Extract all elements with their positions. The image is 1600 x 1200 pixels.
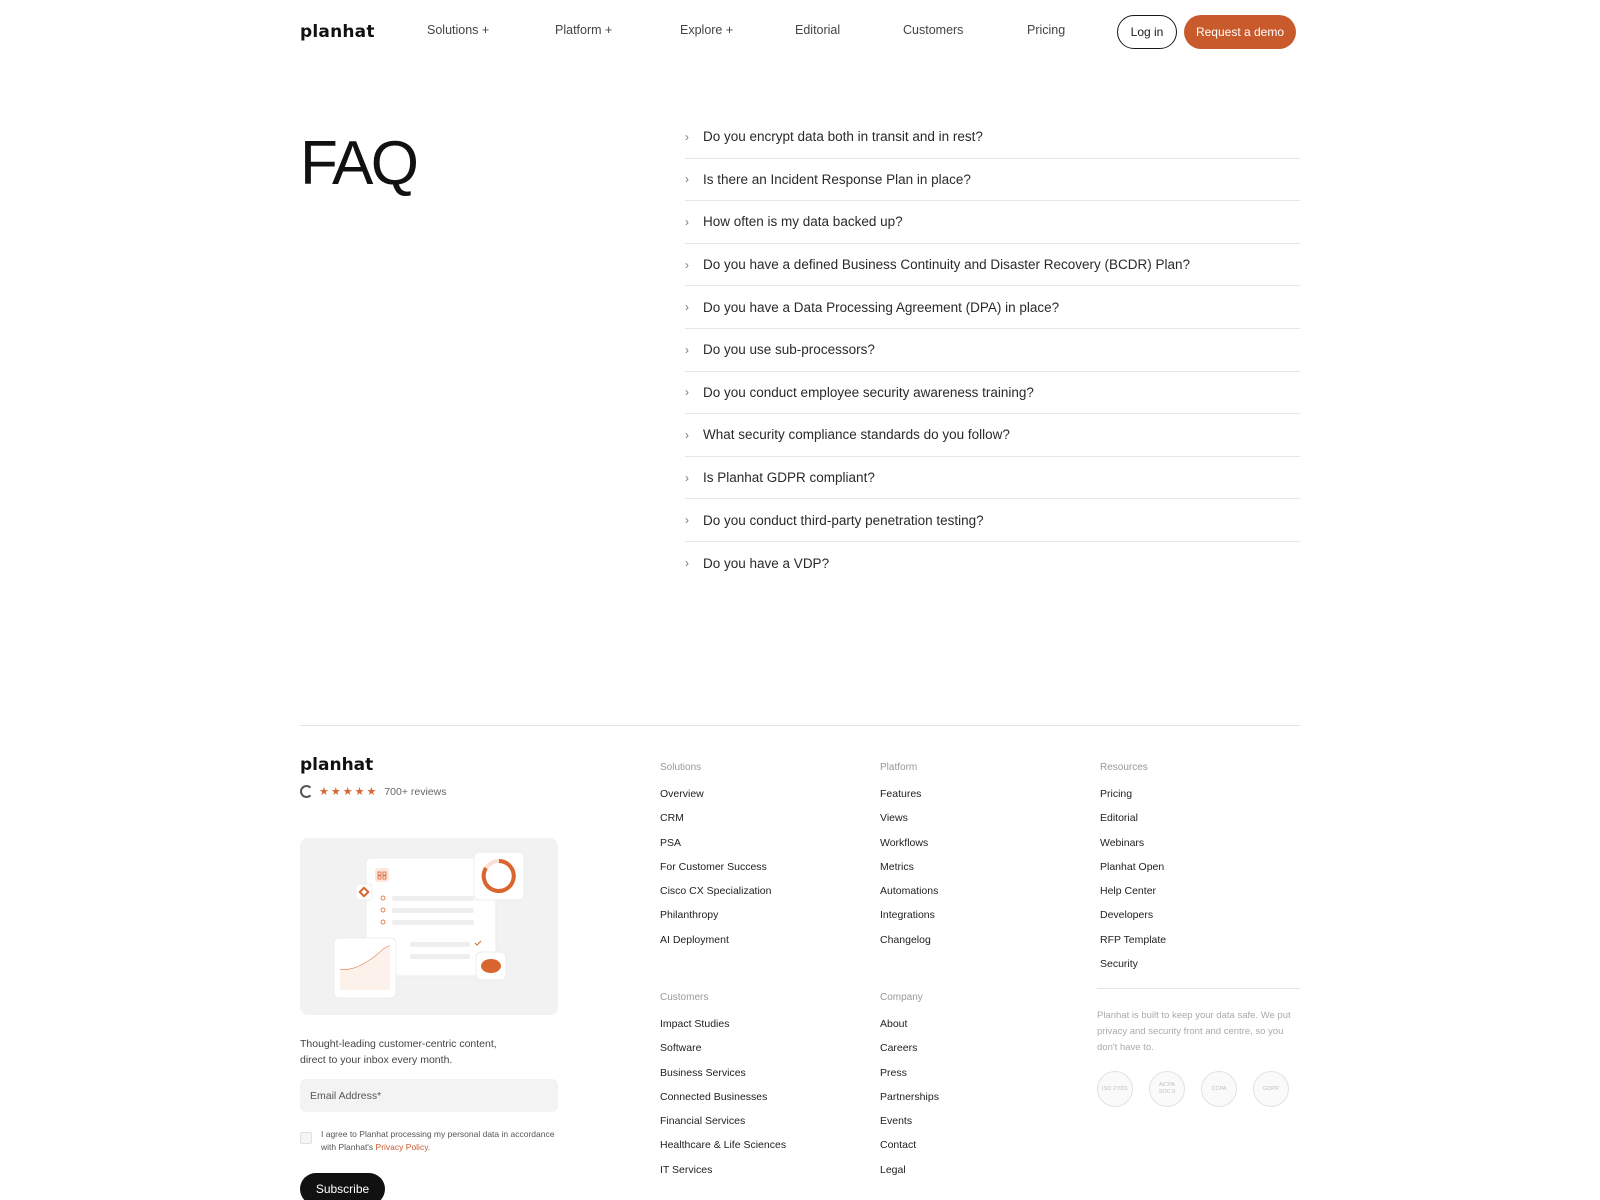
nav-solutions[interactable]: Solutions + [427, 23, 490, 37]
ccpa-badge-icon: CCPA [1201, 1071, 1237, 1107]
faq-item[interactable] [685, 542, 1300, 585]
footer-link[interactable]: Impact Studies [660, 1018, 730, 1030]
footer-link[interactable]: Changelog [880, 933, 931, 946]
nav-customers[interactable]: Customers [903, 23, 964, 37]
faq-item[interactable] [685, 116, 1300, 159]
faq-question: Do you use sub-processors? [703, 342, 875, 358]
g2-icon [300, 785, 313, 798]
newsletter-description: Thought-leading customer-centric content, direct to your inbox every month. [300, 1038, 497, 1066]
footer-link[interactable]: Events [880, 1115, 913, 1128]
faq-item[interactable] [685, 457, 1300, 500]
faq-item[interactable] [685, 286, 1300, 329]
planhat-logo[interactable]: planhat [300, 22, 375, 42]
email-field[interactable] [300, 1079, 558, 1112]
footer-link[interactable]: Careers [880, 1042, 918, 1055]
reviews-rating[interactable] [300, 785, 446, 798]
footer-link[interactable]: Software [660, 1042, 702, 1055]
footer-link[interactable]: IT Services [660, 1163, 713, 1176]
nav-platform[interactable]: Platform + [555, 23, 613, 37]
chevron-right-icon: › [685, 172, 689, 187]
newsletter-illustration [300, 838, 558, 1015]
footer-link[interactable]: Philanthropy [660, 909, 719, 922]
faq-item[interactable] [685, 372, 1300, 415]
footer-link[interactable]: Healthcare & Life Sciences [660, 1139, 787, 1152]
consent-label [321, 1128, 560, 1153]
faq-question: Do you have a Data Processing Agreement (DPA) in place? [703, 299, 1060, 315]
footer-link[interactable]: Business Services [660, 1066, 746, 1079]
chevron-right-icon: › [685, 556, 689, 571]
footer-link[interactable]: Press [880, 1066, 907, 1079]
footer-link[interactable]: Automations [880, 885, 939, 898]
footer-link[interactable]: About [880, 1018, 908, 1030]
chevron-right-icon: › [685, 214, 689, 229]
nav-explore[interactable]: Explore + [680, 23, 734, 37]
faq-item[interactable] [685, 329, 1300, 372]
column-heading: Resources [1100, 762, 1148, 773]
footer-link[interactable]: For Customer Success [660, 860, 767, 873]
faq-question: Do you encrypt data both in transit and in rest? [703, 129, 983, 145]
star-rating-icon: ★★★★★ [319, 786, 379, 798]
faq-question: Is there an Incident Response Plan in place? [703, 171, 971, 187]
footer-link[interactable]: Webinars [1100, 836, 1145, 849]
chevron-right-icon: › [685, 427, 689, 442]
footer-link[interactable]: Features [880, 788, 922, 800]
chevron-right-icon: › [685, 385, 689, 400]
faq-question: How often is my data backed up? [703, 214, 903, 230]
nav-editorial[interactable]: Editorial [795, 23, 841, 37]
footer-link[interactable]: Workflows [880, 836, 929, 849]
footer-column-solutions [660, 762, 771, 957]
faq-question: Is Planhat GDPR compliant? [703, 470, 875, 486]
column-heading: Platform [880, 762, 918, 773]
faq-item[interactable] [685, 201, 1300, 244]
faq-item[interactable] [685, 244, 1300, 287]
footer-link[interactable]: AI Deployment [660, 933, 729, 946]
column-heading: Company [880, 992, 923, 1003]
footer-column-resources [1100, 762, 1166, 981]
compliance-badges [1097, 1071, 1289, 1107]
footer-link[interactable]: Connected Businesses [660, 1090, 768, 1103]
faq-question: Do you have a VDP? [703, 555, 830, 571]
faq-title: FAQ [300, 129, 417, 198]
consent-period: . [427, 1141, 431, 1152]
footer-link[interactable]: Contact [880, 1139, 917, 1152]
security-divider [1097, 988, 1300, 989]
footer-link[interactable]: Financial Services [660, 1115, 746, 1128]
footer-planhat-logo[interactable]: planhat [300, 755, 374, 775]
footer-link[interactable]: Views [880, 812, 908, 825]
chevron-right-icon: › [685, 470, 689, 485]
column-heading: Solutions [660, 762, 702, 773]
faq-item[interactable] [685, 499, 1300, 542]
footer-link[interactable]: Integrations [880, 909, 935, 922]
consent-row [300, 1128, 560, 1153]
footer-link[interactable]: Pricing [1100, 788, 1133, 800]
faq-item[interactable] [685, 414, 1300, 457]
top-nav [300, 12, 1300, 52]
footer-link[interactable]: Legal [880, 1163, 906, 1176]
nav-links [300, 12, 1300, 52]
footer-link[interactable]: RFP Template [1100, 933, 1167, 946]
request-demo-button[interactable]: Request a demo [1184, 15, 1296, 49]
column-heading: Customers [660, 992, 709, 1003]
faq-question: Do you have a defined Business Continuity and Disaster Recovery (BCDR) Plan? [703, 257, 1190, 273]
footer-link[interactable]: Cisco CX Specialization [660, 885, 772, 898]
chevron-right-icon: › [685, 342, 689, 357]
chevron-right-icon: › [685, 129, 689, 144]
privacy-policy-link[interactable]: Privacy Policy [375, 1141, 428, 1152]
footer-divider [300, 725, 1300, 726]
faq-question: Do you conduct employee security awareness training? [703, 384, 1034, 400]
nav-pricing[interactable]: Pricing [1027, 23, 1066, 37]
footer-link[interactable]: CRM [660, 812, 684, 825]
aicpa-soc2-badge-icon: AICPA SOC II [1149, 1071, 1185, 1107]
security-note: Planhat is built to keep your data safe. We put privacy and security front and centre, so you don't have to. [1097, 1010, 1291, 1053]
chevron-right-icon: › [685, 300, 689, 315]
faq-question: Do you conduct third-party penetration testing? [703, 512, 984, 528]
footer-link[interactable]: PSA [660, 836, 682, 849]
footer-link[interactable]: Metrics [880, 860, 914, 873]
footer-link[interactable]: Developers [1100, 909, 1154, 922]
footer-link[interactable]: Help Center [1100, 885, 1157, 898]
footer-column-platform [880, 762, 938, 957]
footer-link[interactable]: Overview [660, 788, 704, 800]
consent-checkbox[interactable] [300, 1132, 312, 1144]
login-button[interactable]: Log in [1117, 15, 1177, 49]
chevron-right-icon: › [685, 513, 689, 528]
gdpr-badge-icon: GDPR [1253, 1071, 1289, 1107]
footer-column-company [880, 992, 939, 1187]
footer-column-customers [660, 992, 786, 1187]
footer-link[interactable]: Planhat Open [1100, 860, 1165, 873]
footer-link[interactable]: Security [1100, 958, 1138, 971]
faq-list [685, 116, 1300, 585]
subscribe-button[interactable]: Subscribe [300, 1173, 385, 1200]
faq-question: What security compliance standards do you follow? [703, 427, 1010, 443]
iso-27001-badge-icon: ISO 27001 [1097, 1071, 1133, 1107]
footer-link[interactable]: Editorial [1100, 812, 1138, 825]
consent-text: I agree to Planhat processing my personal data in accordance with Planhat's [321, 1129, 555, 1152]
chevron-right-icon: › [685, 257, 689, 272]
dashboard-illustration-icon [300, 838, 558, 1015]
reviews-count: 700+ reviews [384, 785, 447, 798]
footer-link[interactable]: Partnerships [880, 1090, 939, 1103]
faq-item[interactable] [685, 159, 1300, 202]
